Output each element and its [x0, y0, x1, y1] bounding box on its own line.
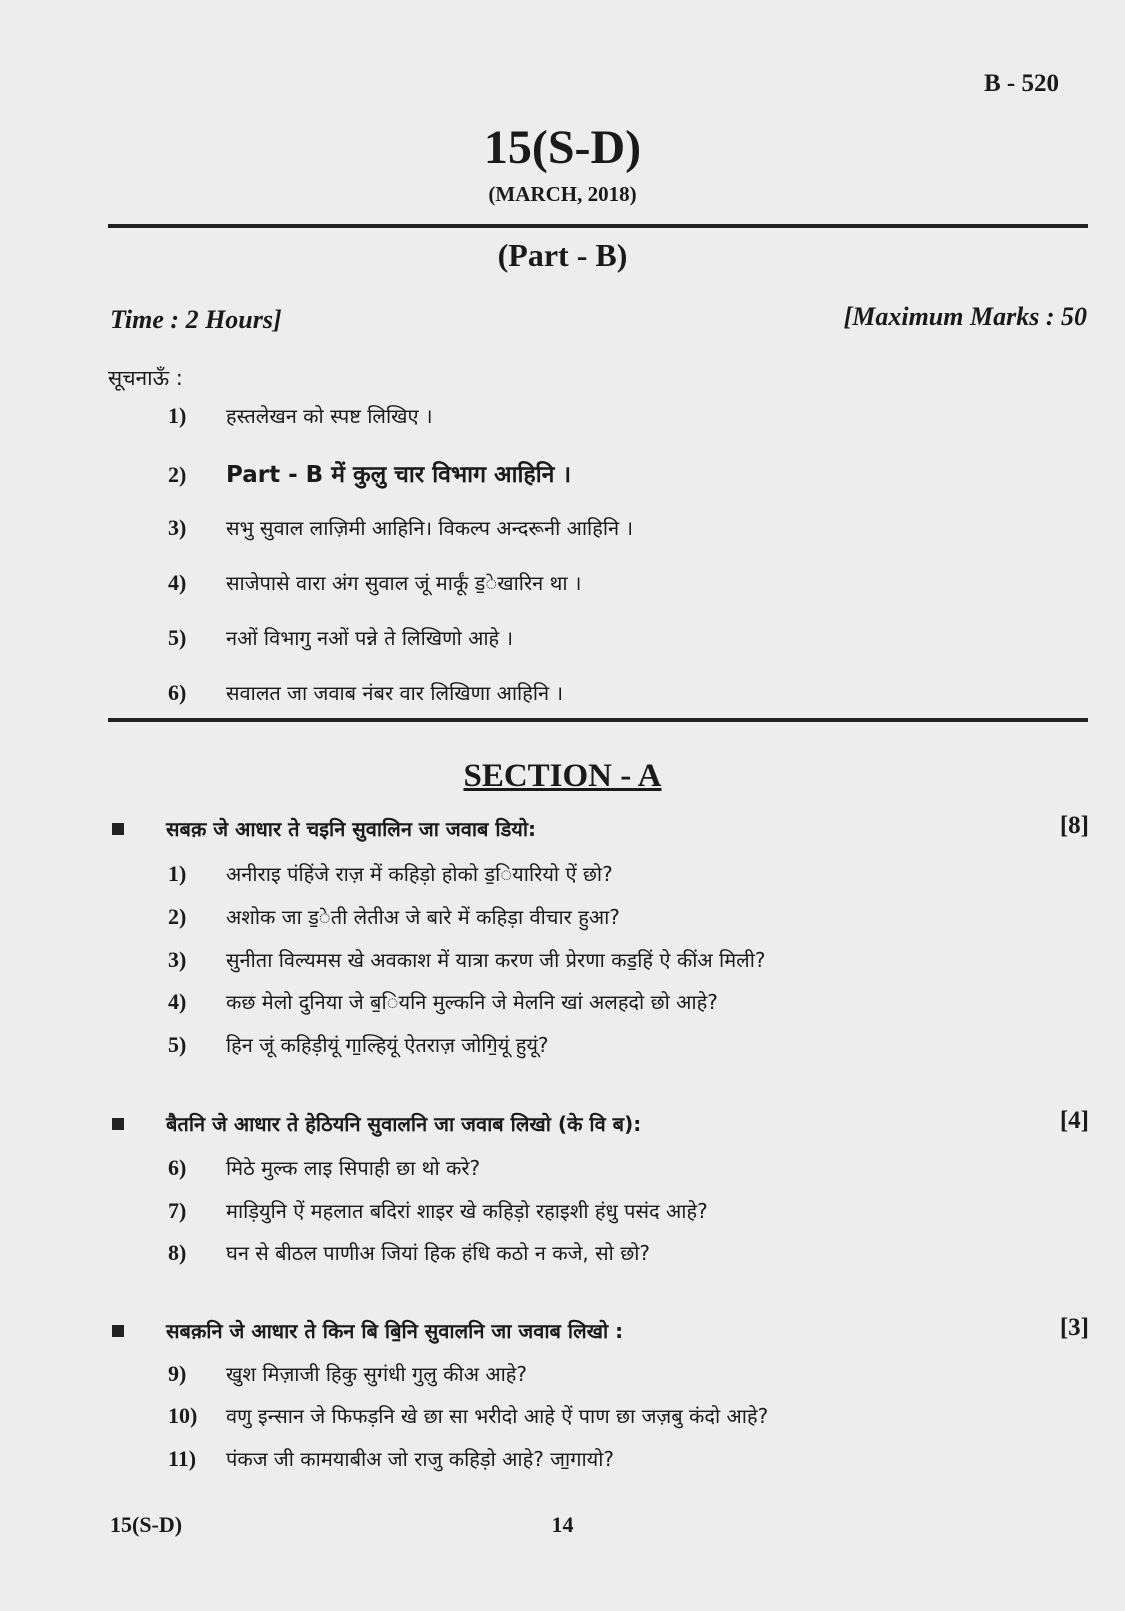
instruction-item	[168, 514, 1085, 541]
question-number: 8)	[168, 1240, 187, 1265]
instruction-number: 6)	[168, 680, 187, 705]
square-bullet-icon	[112, 1118, 124, 1130]
question-item	[168, 1360, 1085, 1387]
question-item	[168, 1239, 1085, 1266]
question-text: हिन जूं कहिड़ीयूं गा॒ल्हियूं ऐतराज़ जोगि॒यूं हुयूं?	[226, 1033, 549, 1057]
instruction-text: सभु सुवाल लाज़िमी आहिनि। विकल्प अन्दरूनी आहिनि ।	[226, 516, 634, 540]
question-group-text: बैतनि जे आधार ते हेठियनि सुवालनि जा जवाब लिखो (के वि ब):	[166, 1112, 642, 1136]
question-item	[168, 1197, 1085, 1224]
question-group-heading	[112, 812, 1089, 842]
instruction-number: 1)	[168, 403, 187, 428]
section-title	[0, 758, 1125, 795]
question-group-heading	[112, 1107, 1089, 1137]
instructions-heading: सूचनाऊँ :	[108, 366, 183, 390]
question-group-text: सबक़नि जे आधार ते किन बि बि॒नि सुवालनि जा जवाब लिखो :	[166, 1319, 624, 1343]
question-number: 2)	[168, 904, 187, 929]
instruction-text: हस्तलेखन को स्पष्ट लिखिए ।	[226, 404, 433, 428]
question-item	[168, 903, 1085, 930]
square-bullet-icon	[112, 1325, 124, 1337]
marks-badge: [8]	[1059, 812, 1089, 839]
instruction-text: नओं विभागु नओं पन्ने ते लिखिणो आहे ।	[226, 626, 514, 650]
question-number: 7)	[168, 1198, 187, 1223]
question-item	[168, 946, 1085, 973]
question-text: सुनीता विल्यमस खे अवकाश में यात्रा करण जी प्रेरणा कड॒हिं ऐ कींअ मिली?	[226, 948, 766, 972]
question-group-heading	[112, 1314, 1089, 1344]
footer-paper-code: 15(S-D)	[110, 1512, 183, 1537]
marks-badge: [4]	[1059, 1107, 1089, 1134]
question-group-text: सबक़ जे आधार ते चइनि सुवालिन जा जवाब डियो:	[166, 817, 537, 841]
section-title-text: SECTION - A	[463, 758, 662, 794]
maximum-marks: [Maximum Marks : 50	[843, 302, 1087, 331]
divider-middle	[108, 718, 1088, 722]
part-title: (Part - B)	[497, 237, 628, 273]
instruction-item	[168, 402, 1085, 429]
question-item	[168, 1031, 1085, 1058]
instruction-number: 4)	[168, 570, 187, 595]
question-item	[168, 1402, 1085, 1429]
time-allowed: Time : 2 Hours]	[110, 305, 282, 334]
question-item	[168, 988, 1085, 1015]
question-item	[168, 860, 1085, 887]
question-number: 9)	[168, 1361, 187, 1386]
question-text: खुश मिज़ाजी हिकु सुगंधी गुलु कीअ आहे?	[226, 1362, 528, 1386]
question-number: 6)	[168, 1155, 187, 1180]
instruction-number: 3)	[168, 515, 187, 540]
question-number: 10)	[168, 1403, 198, 1428]
paper-series-code: B - 520	[984, 70, 1059, 97]
question-text: वणु इन्सान जे फिफड़नि खे छा सा भरीदो आहे ऐं पाण छा जज़बु कंदो आहे?	[226, 1404, 769, 1428]
marks-badge: [3]	[1059, 1314, 1089, 1341]
question-number: 5)	[168, 1032, 187, 1057]
question-text: मिठे मुल्क लाइ सिपाही छा थो करे?	[226, 1156, 481, 1180]
question-number: 1)	[168, 861, 187, 886]
question-text: कछ मेलो दुनिया जे ब॒ियनि मुल्कनि जे मेलनि खां अलहदो छो आहे?	[226, 990, 718, 1014]
page-number: 14	[551, 1512, 574, 1537]
instruction-text: सवालत जा जवाब नंबर वार लिखिणा आहिनि ।	[226, 681, 564, 705]
instruction-number: 2)	[168, 462, 187, 487]
square-bullet-icon	[112, 823, 124, 835]
question-text: अशोक जा ड॒ेती लेतीअ जे बारे में कहिड़ा वीचार हुआ?	[226, 905, 620, 929]
question-text: अनीराइ पंहिंजे राज़ में कहिड़ो होको ड॒ियारियो ऐं छो?	[226, 862, 613, 886]
question-number: 11)	[168, 1446, 197, 1471]
instruction-item	[168, 624, 1085, 651]
question-item	[168, 1154, 1085, 1181]
divider-top	[108, 224, 1088, 228]
question-text: पंकज जी कामयाबीअ जो राजु कहिड़ो आहे? जा॒गायो?	[226, 1447, 615, 1471]
question-text: माड़ियुनि ऐं महलात बदिरां शाइर खे कहिड़ो रहाइशी हंधु पसंद आहे?	[226, 1199, 708, 1223]
instruction-item	[168, 569, 1085, 596]
question-item	[168, 1445, 1085, 1472]
question-number: 4)	[168, 989, 187, 1014]
instruction-number: 5)	[168, 625, 187, 650]
instruction-item	[168, 679, 1085, 706]
instruction-item	[168, 457, 1085, 489]
paper-code-title: 15(S-D)	[483, 121, 642, 174]
question-text: घन से बीठल पाणीअ जियां हिक हंधि कठो न कजे, सो छो?	[226, 1241, 651, 1265]
exam-date: (MARCH, 2018)	[488, 182, 637, 206]
instruction-text: Part - B में कुलु चार विभाग आहिनि ।	[226, 462, 572, 488]
question-number: 3)	[168, 947, 187, 972]
instruction-text: साजेपासे वारा अंग सुवाल जूं मार्कूं ड॒ेखारिन था ।	[226, 571, 582, 595]
